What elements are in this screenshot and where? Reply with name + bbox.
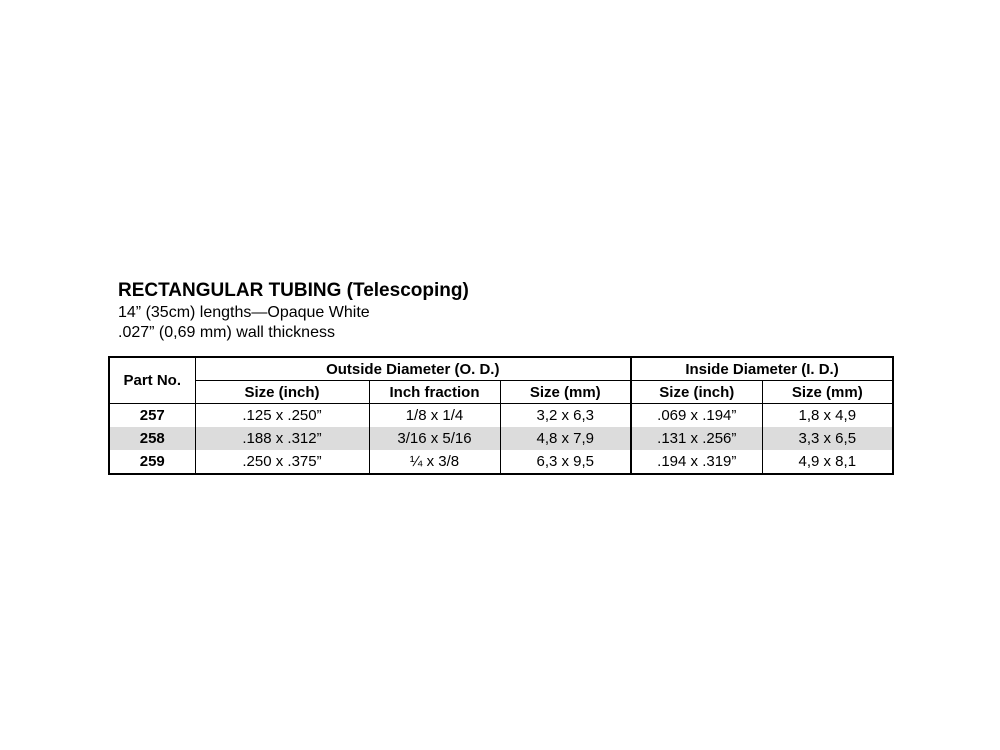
column-header-od-size-inch: Size (inch) [195,381,369,404]
od-inch-fraction: 3/16 x 5/16 [369,427,500,450]
table-column-header-row [109,381,893,404]
od-size-inch: .188 x .312” [195,427,369,450]
part-number: 258 [109,427,195,450]
od-size-mm: 3,2 x 6,3 [500,404,631,428]
document [108,279,892,475]
id-size-inch: .069 x .194” [631,404,762,428]
inside-diameter-header: Inside Diameter (I. D.) [631,357,893,381]
od-size-inch: .125 x .250” [195,404,369,428]
document-title: RECTANGULAR TUBING (Telescoping) [118,280,469,301]
part-no-header: Part No. [109,357,195,404]
table-row [109,450,893,474]
od-size-mm: 6,3 x 9,5 [500,450,631,474]
document-subtitle-wall: .027” (0,69 mm) wall thickness [118,324,335,341]
column-header-id-size-inch: Size (inch) [631,381,762,404]
od-inch-fraction: ¼ x 3/8 [369,450,500,474]
table-row [109,404,893,428]
od-size-inch: .250 x .375” [195,450,369,474]
id-size-mm: 3,3 x 6,5 [762,427,893,450]
od-inch-fraction: 1/8 x 1/4 [369,404,500,428]
part-number: 259 [139,453,165,470]
table-group-header-row [109,357,893,381]
outside-diameter-header: Outside Diameter (O. D.) [195,357,631,381]
id-size-inch: .194 x .319” [631,450,762,474]
id-size-mm: 1,8 x 4,9 [762,404,893,428]
od-size-mm: 4,8 x 7,9 [500,427,631,450]
column-header-od-size-mm: Size (mm) [500,381,631,404]
column-header-od-inch-fraction: Inch fraction [369,381,500,404]
id-size-mm: 4,9 x 8,1 [762,450,893,474]
table-row [109,427,893,450]
id-size-inch: .131 x .256” [631,427,762,450]
part-number: 257 [139,407,165,424]
spec-table [108,356,894,475]
column-header-id-size-mm: Size (mm) [762,381,893,404]
document-subtitle-length: 14” (35cm) lengths—Opaque White [118,304,370,321]
